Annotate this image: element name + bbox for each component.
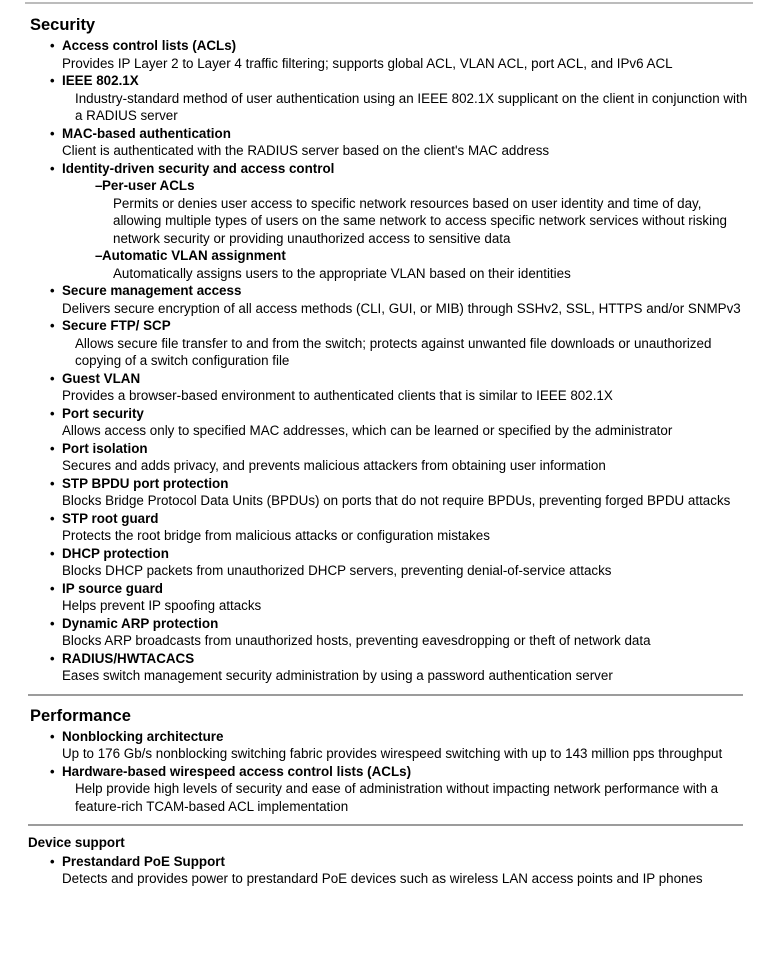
feature-description: Blocks DHCP packets from unauthorized DHCP servers, preventing denial-of-service attacks: [62, 563, 612, 578]
bullet-icon: •: [50, 73, 55, 88]
feature-title: Identity-driven security and access control: [62, 160, 335, 176]
feature-title: Access control lists (ACLs): [62, 38, 237, 53]
feature-item: [0, 763, 781, 816]
feature-description: Detects and provides power to prestandard PoE devices such as wireless LAN access points and IP phones: [62, 871, 703, 886]
feature-description: Allows access only to specified MAC addresses, which can be learned or specified by the administrator: [62, 423, 673, 438]
dash-icon: –: [95, 248, 103, 263]
subfeature-title: Per-user ACLs: [102, 178, 195, 193]
bullet-icon: •: [50, 728, 55, 744]
bullet-icon: •: [50, 853, 55, 869]
bullet-icon: •: [50, 283, 55, 298]
feature-title-line: [0, 510, 781, 528]
subfeature-description: Automatically assigns users to the appropriate VLAN based on their identities: [113, 265, 571, 281]
feature-description: Delivers secure encryption of all access methods (CLI, GUI, or MIB) through SSHv2, SSL, HTTPS and/or SNMPv3: [62, 300, 741, 316]
feature-title-line: [0, 317, 781, 335]
feature-title-line: [0, 545, 781, 563]
top-divider: [25, 2, 753, 4]
feature-item: [0, 37, 781, 72]
feature-title: STP BPDU port protection: [62, 475, 229, 491]
feature-title-line: [0, 440, 781, 458]
feature-item: [0, 853, 781, 888]
feature-title: Prestandard PoE Support: [62, 853, 225, 869]
feature-title: Nonblocking architecture: [62, 728, 224, 744]
subfeature-title-line: [0, 247, 781, 265]
feature-title-line: [0, 405, 781, 423]
feature-description: Provides IP Layer 2 to Layer 4 traffic filtering; supports global ACL, VLAN ACL, port ACL, and IPv6 ACL: [62, 55, 673, 71]
feature-title: Port security: [62, 405, 144, 421]
feature-title-line: [0, 125, 781, 143]
feature-title-line: [0, 580, 781, 598]
bullet-icon: •: [50, 405, 55, 421]
feature-item: [0, 728, 781, 763]
section-heading-performance: Performance: [30, 706, 131, 725]
bullet-icon: •: [50, 615, 55, 631]
feature-description: Helps prevent IP spoofing attacks: [62, 598, 262, 613]
bullet-icon: •: [50, 125, 55, 141]
feature-item: [0, 160, 781, 283]
feature-title: MAC-based authentication: [62, 125, 231, 141]
subfeature-title-line: [0, 177, 781, 195]
feature-title-line: [0, 728, 781, 746]
feature-title-line: [0, 650, 781, 668]
feature-title: IEEE 802.1X: [62, 73, 139, 88]
feature-title-line: [0, 370, 781, 388]
feature-title-line: [0, 615, 781, 633]
feature-title-line: [0, 37, 781, 55]
section-divider: [28, 824, 743, 826]
feature-description: Help provide high levels of security and ease of administration without impacting network performance with a feature-rich TCAM-based ACL implementation: [75, 781, 719, 814]
feature-title-line: [0, 763, 781, 781]
bullet-icon: •: [50, 318, 55, 333]
feature-description: Eases switch management security administration by using a password authentication server: [62, 668, 613, 683]
feature-title-line: [0, 282, 781, 300]
feature-description: Protects the root bridge from malicious attacks or configuration mistakes: [62, 528, 490, 543]
feature-item: [0, 545, 781, 580]
feature-title: Port isolation: [62, 440, 148, 456]
feature-description: Secures and adds privacy, and prevents malicious attackers from obtaining user information: [62, 458, 606, 473]
bullet-icon: •: [50, 545, 55, 561]
bullet-icon: •: [50, 475, 55, 491]
section-items-security: [0, 37, 781, 685]
document-body: [0, 15, 781, 888]
feature-title: Secure management access: [62, 283, 242, 298]
feature-item: [0, 370, 781, 405]
feature-title: Hardware-based wirespeed access control lists (ACLs): [62, 763, 412, 779]
feature-item: [0, 440, 781, 475]
feature-item: [0, 615, 781, 650]
section-items-performance: [0, 728, 781, 816]
feature-title: RADIUS/HWTACACS: [62, 650, 195, 666]
feature-description: Blocks Bridge Protocol Data Units (BPDUs) on ports that do not require BPDUs, preventing forged BPDU attacks: [62, 493, 731, 508]
section-heading-security: Security: [30, 16, 96, 34]
feature-item: [0, 650, 781, 685]
feature-description: Industry-standard method of user authentication using an IEEE 802.1X supplicant on the client in conjunction with a RADIUS server: [75, 90, 748, 123]
feature-title: Guest VLAN: [62, 370, 141, 386]
bullet-icon: •: [50, 510, 55, 526]
feature-item: [0, 580, 781, 615]
bullet-icon: •: [50, 370, 55, 386]
feature-item: [0, 475, 781, 510]
feature-item: [0, 125, 781, 160]
feature-item: [0, 317, 781, 370]
feature-item: [0, 405, 781, 440]
feature-title-line: [0, 160, 781, 178]
section-divider: [28, 694, 743, 696]
bullet-icon: •: [50, 160, 55, 176]
feature-title: Secure FTP/ SCP: [62, 318, 171, 333]
feature-description: Blocks ARP broadcasts from unauthorized hosts, preventing eavesdropping or theft of network data: [62, 633, 651, 648]
feature-description: Provides a browser-based environment to authenticated clients that is similar to IEEE 802.1X: [62, 388, 613, 403]
feature-title: DHCP protection: [62, 545, 169, 561]
feature-item: [0, 510, 781, 545]
bullet-icon: •: [50, 440, 55, 456]
feature-title: Dynamic ARP protection: [62, 615, 219, 631]
feature-description: Allows secure file transfer to and from the switch; protects against unwanted file downloads or unauthorized copying of a switch configuration file: [75, 335, 712, 368]
subfeature-title: Automatic VLAN assignment: [102, 248, 286, 263]
feature-title-line: [0, 853, 781, 871]
section-items-device-support: [0, 853, 781, 888]
feature-title: IP source guard: [62, 580, 163, 596]
feature-description: Up to 176 Gb/s nonblocking switching fabric provides wirespeed switching with up to 143 million pps throughput: [62, 746, 723, 761]
bullet-icon: •: [50, 763, 55, 779]
bullet-icon: •: [50, 38, 55, 53]
bullet-icon: •: [50, 650, 55, 666]
feature-title-line: [0, 72, 781, 90]
feature-title-line: [0, 475, 781, 493]
feature-title: STP root guard: [62, 510, 159, 526]
subfeature-description: Permits or denies user access to specific network resources based on user identity and time of day, allowing multiple types of users on the same network to access specific network services without risking network security or providing unauthorized access to sensitive data: [113, 195, 728, 246]
bullet-icon: •: [50, 580, 55, 596]
feature-item: [0, 282, 781, 317]
section-heading-device-support: Device support: [28, 835, 125, 850]
feature-description: Client is authenticated with the RADIUS server based on the client's MAC address: [62, 143, 550, 158]
feature-item: [0, 72, 781, 125]
dash-icon: –: [95, 178, 103, 193]
